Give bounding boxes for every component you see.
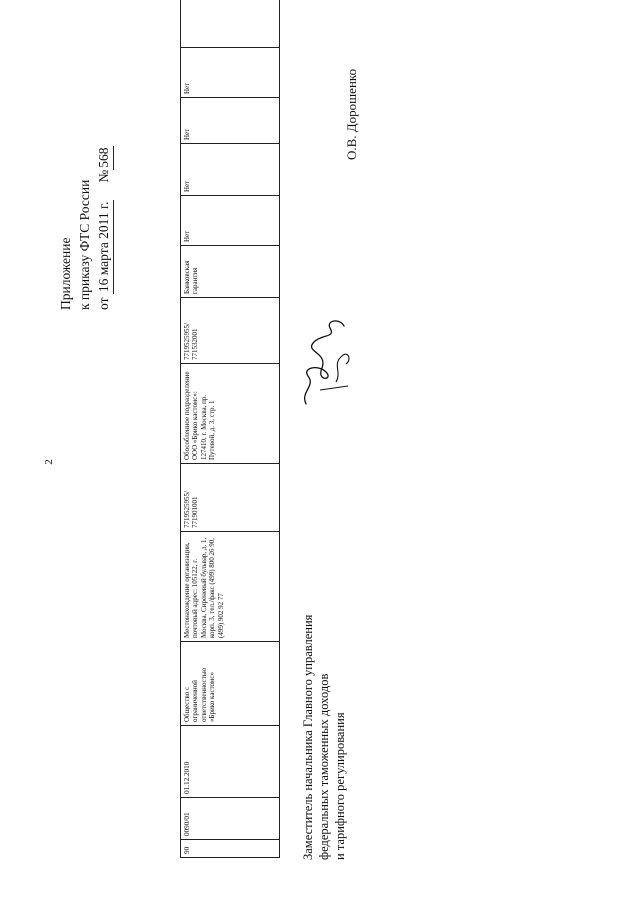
page-number: 2 <box>42 459 55 465</box>
guarantee-type: Банковская гарантия <box>181 246 280 298</box>
table-row <box>181 0 280 858</box>
number-prefix: № <box>96 169 111 183</box>
appendix-title: Приложение <box>58 237 73 310</box>
order-day: 16 <box>96 278 111 293</box>
appendix-header <box>56 80 156 310</box>
order-reference: к приказу ФТС России <box>77 179 92 310</box>
order-number: 568 <box>94 146 114 170</box>
order-month: марта <box>96 242 111 276</box>
organization-name: Общество с ограниченной ответственностью «Брико кастомс» <box>181 642 280 726</box>
branch-inn-kpp: 7719525955/ 771532001 <box>181 298 280 364</box>
order-year: 2011 <box>96 212 111 239</box>
order-date <box>94 200 114 295</box>
col-d: Нет <box>181 48 280 98</box>
order-year-suffix: г. <box>96 201 111 209</box>
inn-kpp: 7719525955/ 771901001 <box>181 464 280 532</box>
order-date-line <box>94 80 114 310</box>
registration-number: 0090/01 <box>181 798 280 840</box>
organization-address: Местонахождение организации, почтовый адрес: 105122, г. Москва, Сиреневый бульвар, д. 1, корп. 3, тел./факс (499) 800 26 90, (499) 902 92 77 <box>181 532 280 642</box>
handwritten-signature <box>296 312 356 412</box>
signatory-line-3: и тарифного регулирования <box>333 712 347 860</box>
branch-info: Обособленное подразделение ООО «Брико кастомс»: 127410, г. Москва, пр. Путевой, д. 3, стр. 1 <box>181 364 280 464</box>
signatory-line-1: Заместитель начальника Главного управления <box>301 614 315 860</box>
col-a: Нет <box>181 196 280 246</box>
col-empty <box>181 0 280 48</box>
date-prefix: от <box>96 297 111 310</box>
registration-date: 01.12.2010 <box>181 726 280 798</box>
col-b: Нет <box>181 144 280 196</box>
registry-table <box>180 26 280 858</box>
signer-name: О.В. Дорошенко <box>344 68 359 160</box>
signatory-title <box>300 540 380 860</box>
row-number: 90 <box>181 840 280 858</box>
col-c: Нет <box>181 98 280 144</box>
signatory-line-2: федеральных таможенных доходов <box>317 673 331 860</box>
